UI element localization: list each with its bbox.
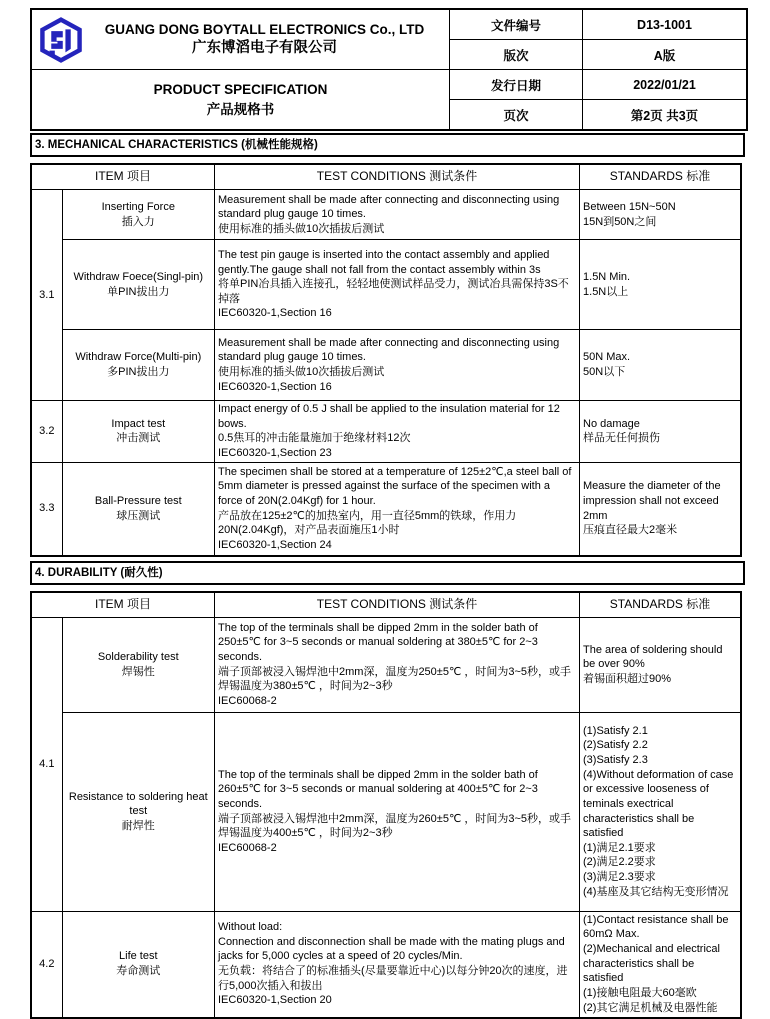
test-standard-ref: IEC60320-1,Section 24 (218, 538, 332, 551)
test-standard-ref: IEC60320-1,Section 16 (218, 307, 332, 320)
table-row (31, 462, 741, 556)
test-text: Measurement shall be made after connecting and disconnecting using standard plug gauge 10 times. (218, 193, 560, 221)
item-name-en: Inserting Force (101, 200, 175, 213)
table-row (31, 240, 741, 330)
column-header-test-conditions: TEST CONDITIONS 测试条件 (215, 592, 580, 618)
column-header-standards: STANDARDS 标准 (580, 592, 741, 618)
test-text: 使用标准的插头做10次插拔后测试 (218, 222, 385, 235)
test-text: 无负载：将结合了的标准插头(尽量要靠近中心)以每分钟20次的速度，进行5,000次插入和拔出 (218, 965, 568, 992)
item-name-cn: 寿命测试 (116, 965, 161, 977)
standard-text: (4)基座及其它结构无变形情况 (583, 885, 729, 898)
test-conditions (215, 240, 580, 330)
section-4-title: 4. DURABILITY (耐久性) (30, 561, 745, 585)
test-conditions (215, 190, 580, 240)
item-name (62, 911, 214, 1018)
table-header-row (31, 164, 741, 190)
standard-text: (2)Mechanical and electrical characteristics shall be satisfied (583, 943, 720, 985)
field-value-page: 第2页 共3页 (583, 100, 748, 131)
standard-text: (1)Contact resistance shall be 60mΩ Max. (583, 913, 729, 941)
field-label-page: 页次 (450, 100, 583, 131)
standard-text: (3)满足2.3要求 (583, 871, 656, 883)
test-text: 使用标准的插头做10次插拔后测试 (218, 366, 385, 378)
standard-text: Between 15N~50N (583, 200, 676, 213)
standards (580, 330, 741, 401)
item-name (62, 712, 214, 911)
item-number: 3.3 (31, 462, 62, 556)
item-name-en: Withdraw Foece(Singl-pin) (73, 270, 204, 283)
test-conditions (215, 401, 580, 463)
table-row (31, 911, 741, 1018)
test-standard-ref: IEC60320-1,Section 16 (218, 380, 332, 393)
test-text: Measurement shall be made after connecting and disconnecting using standard plug gauge 10 times. (218, 336, 560, 364)
standard-text: (2)其它满足机械及电器性能 (583, 1001, 718, 1014)
header-row (31, 70, 747, 100)
item-name (62, 240, 214, 330)
standard-text: (1)Satisfy 2.1 (583, 724, 648, 737)
test-conditions (215, 712, 580, 911)
item-name (62, 330, 214, 401)
test-text: 产品放在125±2℃的加热室内，用一直径5mm的铁球，作用力20N(2.04Kgf)，对产品表面施压1小时 (218, 509, 517, 537)
standard-text: Measure the diameter of the impression shall not exceed 2mm (583, 480, 721, 522)
test-standard-ref: IEC60320-1,Section 23 (218, 446, 332, 459)
test-text: Connection and disconnection shall be made with the mating plugs and jacks for 5,000 cycles at a speed of 20 cycles/Min. (218, 935, 565, 963)
company-name-cn: 广东博滔电子有限公司 (192, 39, 337, 56)
test-text: Without load: (218, 921, 283, 934)
standard-text: (4)Without deformation of case or excessive looseness of teminals exectrical characteristics shall be satisfied (583, 768, 734, 840)
test-text: The specimen shall be stored at a temperature of 125±2℃,a steel ball of 5mm diameter is pressed against the surface of the specimen with a force of 20N(2.04Kgf) for 1 hour. (218, 465, 572, 507)
standards (580, 240, 741, 330)
item-name-cn: 冲击测试 (116, 432, 161, 445)
company-logo-icon (37, 17, 85, 63)
column-header-item: ITEM 项目 (31, 164, 215, 190)
table-header-row (31, 592, 741, 618)
test-conditions (215, 462, 580, 556)
standard-text: 15N到50N之间 (583, 215, 657, 228)
field-label-issue-date: 发行日期 (450, 70, 583, 100)
column-header-standards: STANDARDS 标准 (580, 164, 741, 190)
test-text: 端子顶部被浸入锡焊池中2mm深，温度为250±5℃ ，时间为3~5秒，或手焊锡温度为380±5℃ ，时间为2~3秒 (218, 665, 572, 693)
field-label-revision: 版次 (450, 40, 583, 70)
test-conditions (215, 617, 580, 712)
item-name-cn: 单PIN拔出力 (107, 285, 170, 298)
item-name-en: Impact test (111, 417, 166, 430)
item-name-en: Withdraw Force(Multi-pin) (75, 351, 202, 364)
field-label-doc-number: 文件编号 (450, 9, 583, 40)
standard-text: 1.5N Min. (583, 270, 631, 283)
table-row (31, 712, 741, 911)
standard-text: 50N以下 (583, 366, 626, 378)
standard-text: 着锡面积超过90% (583, 672, 672, 685)
field-value-issue-date: 2022/01/21 (583, 70, 748, 100)
test-standard-ref: IEC60320-1,Section 20 (218, 994, 332, 1007)
standard-text: 压痕直径最大2毫米 (583, 524, 678, 537)
test-standard-ref: IEC60068-2 (218, 841, 277, 854)
company-name-en: GUANG DONG BOYTALL ELECTRONICS Co., LTD (104, 22, 425, 37)
test-text: The test pin gauge is inserted into the contact assembly and applied gently.The gauge shall not fall from the contact assembly within 3s (218, 248, 550, 276)
standards (580, 190, 741, 240)
table-row (31, 401, 741, 463)
test-conditions (215, 911, 580, 1018)
item-name-cn: 多PIN拔出力 (107, 366, 170, 378)
doc-title-cell (31, 70, 450, 131)
table-row (31, 330, 741, 401)
header-table (30, 8, 748, 131)
test-text: 端子顶部被浸入锡焊池中2mm深，温度为260±5℃ ，时间为3~5秒，或手焊锡温度为400±5℃ ，时间为2~3秒 (218, 812, 572, 840)
item-name (62, 462, 214, 556)
test-standard-ref: IEC60068-2 (218, 694, 277, 707)
standard-text: No damage (583, 417, 640, 430)
mechanical-table (30, 163, 742, 557)
doc-title-en: PRODUCT SPECIFICATION (153, 81, 328, 97)
item-name-en: Life test (119, 950, 158, 963)
test-text: The top of the terminals shall be dipped 2mm in the solder bath of 250±5℃ for 3~5 seconds or manual soldering at 380±5℃ for 2~3 seconds. (218, 621, 538, 663)
standard-text: (3)Satisfy 2.3 (583, 754, 648, 766)
table-row (31, 617, 741, 712)
item-number: 3.2 (31, 401, 62, 463)
item-name-en: Ball-Pressure test (94, 494, 182, 507)
company-cell (31, 9, 450, 70)
standards (580, 462, 741, 556)
header-row (31, 9, 747, 40)
standards (580, 911, 741, 1018)
test-text: Impact energy of 0.5 J shall be applied to the insulation material for 12 bows. (218, 403, 560, 430)
column-header-item: ITEM 项目 (31, 592, 215, 618)
standard-text: (2)Satisfy 2.2 (583, 739, 648, 752)
item-number: 4.1 (31, 617, 62, 911)
item-number: 3.1 (31, 190, 62, 401)
standard-text: The area of soldering should be over 90% (583, 643, 723, 671)
field-value-revision: A版 (583, 40, 748, 70)
test-text: 0.5焦耳的冲击能量施加于绝缘材料12次 (218, 432, 411, 445)
test-text: The top of the terminals shall be dipped 2mm in the solder bath of 260±5℃ for 3~5 seconds or manual soldering at 400±5℃ for 2~3 seconds. (218, 768, 538, 810)
item-name-en: Resistance to soldering heat test (68, 790, 208, 818)
item-name-cn: 球压测试 (116, 509, 161, 522)
standard-text: (2)满足2.2要求 (583, 856, 656, 869)
standard-text: (1)接触电阻最大60毫欧 (583, 986, 697, 999)
item-name-cn: 焊锡性 (121, 665, 155, 678)
table-row (31, 190, 741, 240)
item-name (62, 617, 214, 712)
item-name (62, 401, 214, 463)
doc-title-cn: 产品规格书 (206, 101, 275, 117)
test-conditions (215, 330, 580, 401)
column-header-test-conditions: TEST CONDITIONS 测试条件 (215, 164, 580, 190)
standard-text: 50N Max. (583, 351, 631, 364)
standards (580, 712, 741, 911)
standard-text: (1)满足2.1要求 (583, 841, 656, 854)
item-name-cn: 插入力 (121, 215, 155, 228)
durability-table (30, 591, 742, 1019)
standards (580, 401, 741, 463)
item-name-cn: 耐焊性 (121, 819, 155, 832)
standard-text: 样品无任何损伤 (583, 432, 661, 445)
test-text: 将单PIN冶具插入连接孔，轻轻地使测试样品受力，测试冶具需保持3S不掉落 (218, 278, 569, 305)
item-name (62, 190, 214, 240)
standards (580, 617, 741, 712)
field-value-doc-number: D13-1001 (583, 9, 748, 40)
standard-text: 1.5N以上 (583, 285, 629, 298)
section-3-title: 3. MECHANICAL CHARACTERISTICS (机械性能规格) (30, 133, 745, 157)
item-name-en: Solderability test (97, 650, 179, 663)
item-number: 4.2 (31, 911, 62, 1018)
